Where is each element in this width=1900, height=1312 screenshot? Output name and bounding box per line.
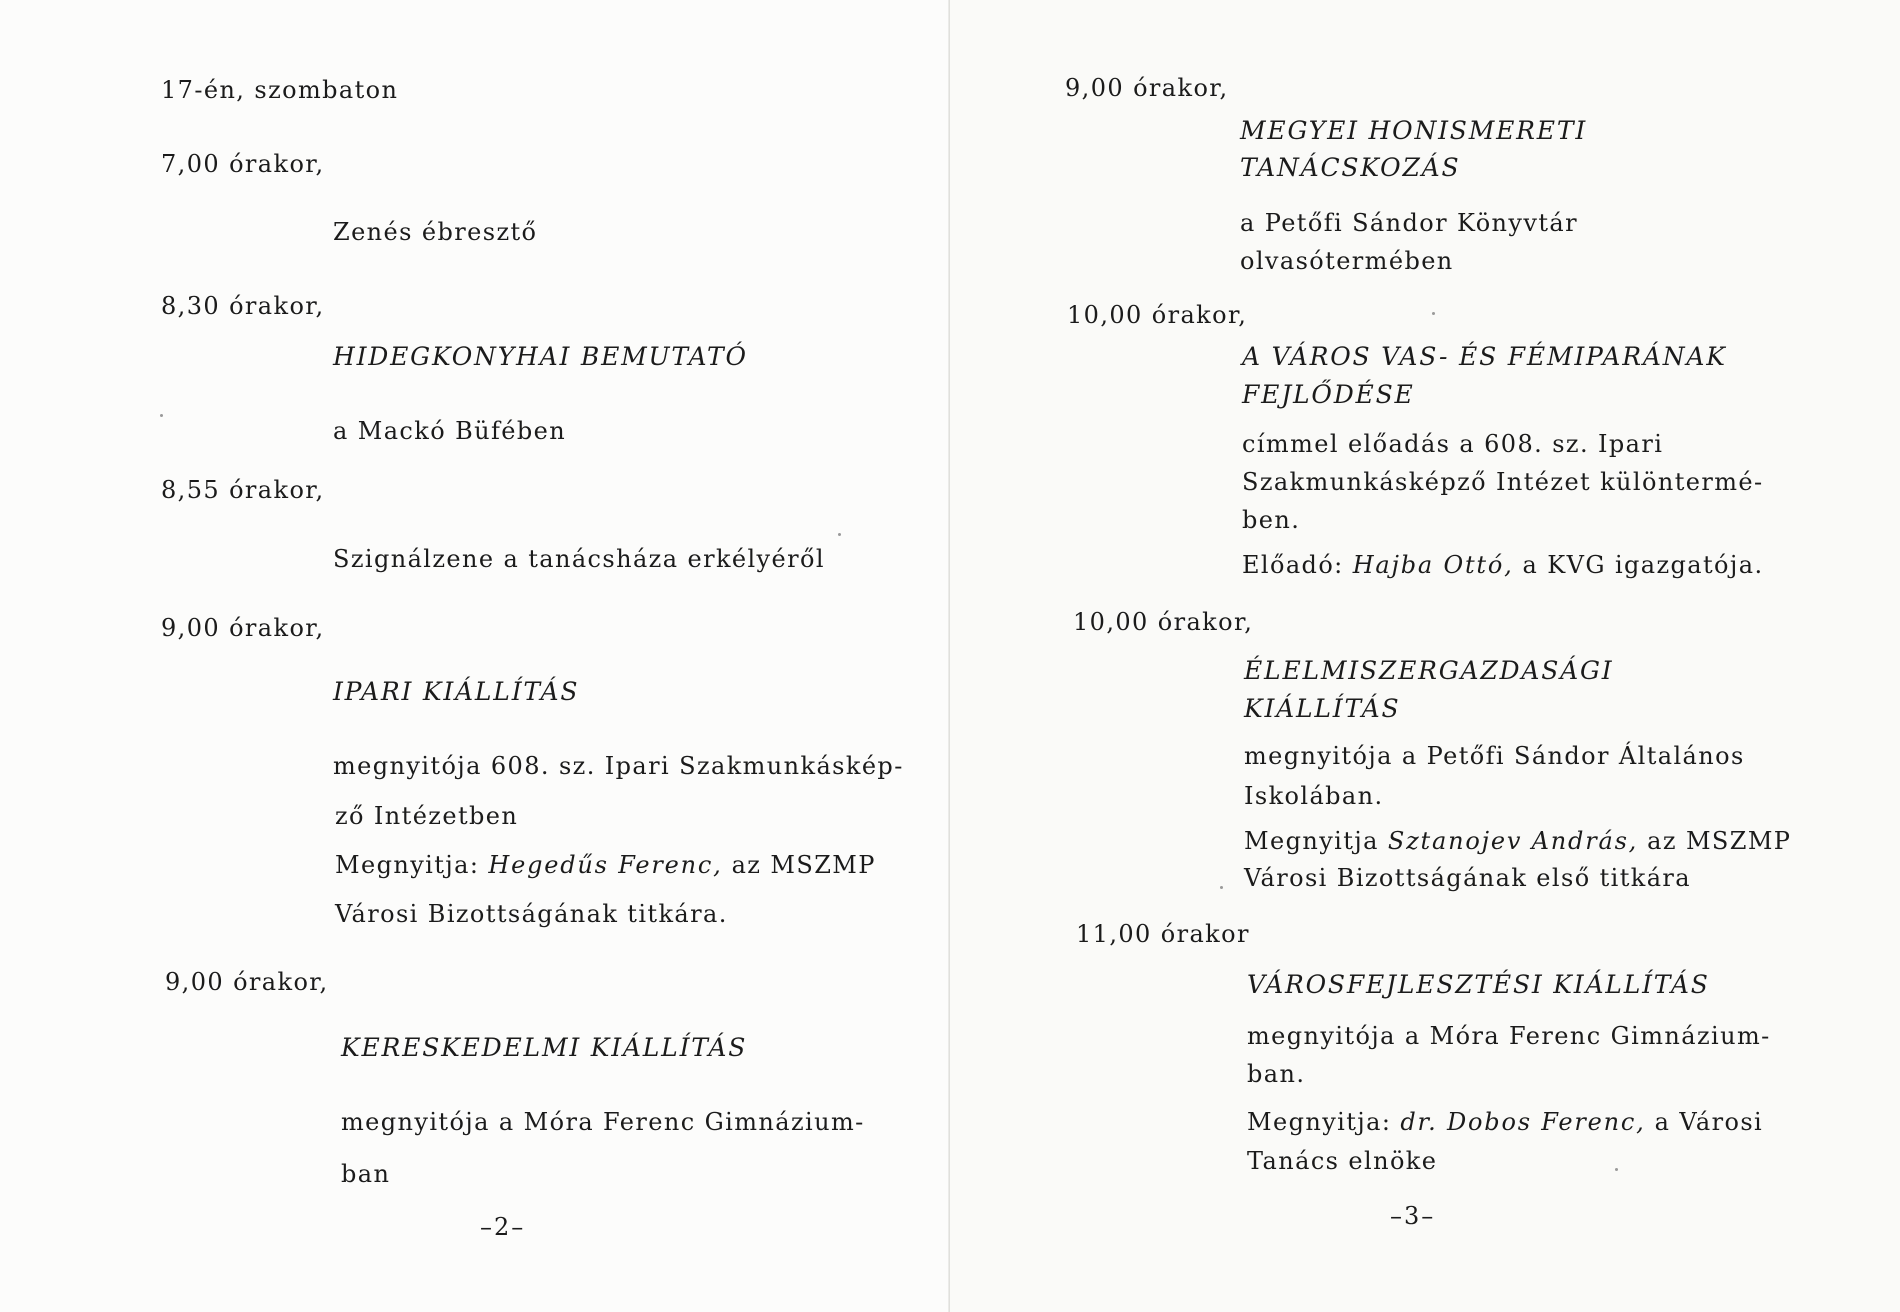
event-opener-title: Városi Bizottságának első titkára	[1244, 864, 1691, 892]
event-title: IPARI KIÁLLÍTÁS	[333, 677, 580, 706]
event-location: Iskolában.	[1244, 782, 1384, 810]
time-label: 11,00 órakor	[1076, 920, 1250, 948]
event-title: VÁROSFEJLESZTÉSI KIÁLLÍTÁS	[1247, 970, 1710, 999]
event-title: A VÁROS VAS- ÉS FÉMIPARÁNAK	[1242, 342, 1727, 371]
speaker-role: a KVG igazgatója.	[1522, 551, 1764, 579]
opener-label: Megnyitja:	[1247, 1108, 1392, 1136]
opener-label: Megnyitja:	[335, 851, 480, 879]
event-location: megnyitója a Móra Ferenc Gimnázium-	[1247, 1022, 1771, 1050]
time-label: 8,30 órakor,	[161, 292, 325, 320]
event-location: megnyitója a Móra Ferenc Gimnázium-	[341, 1108, 865, 1136]
event-title: KIÁLLÍTÁS	[1244, 694, 1401, 723]
event-opener-title: Tanács elnöke	[1247, 1147, 1438, 1175]
event-location: megnyitója 608. sz. Ipari Szakmunkáskép-	[333, 752, 904, 780]
paper-speck	[160, 414, 163, 417]
opener-role: a Városi	[1654, 1108, 1764, 1136]
opener-name: Hegedűs Ferenc,	[488, 851, 723, 879]
page-number: –2–	[480, 1213, 526, 1241]
event-location: a Petőfi Sándor Könyvtár	[1240, 209, 1578, 237]
event-location: megnyitója a Petőfi Sándor Általános	[1244, 742, 1745, 770]
event-location: címmel előadás a 608. sz. Ipari	[1242, 430, 1664, 458]
opener-name: Sztanojev András,	[1387, 827, 1639, 855]
event-location: ző Intézetben	[335, 802, 519, 830]
event-opener	[335, 851, 876, 880]
event-title: HIDEGKONYHAI BEMUTATÓ	[333, 342, 748, 371]
paper-speck	[838, 533, 841, 536]
event-title: MEGYEI HONISMERETI	[1240, 116, 1587, 145]
paper-speck	[1615, 1168, 1618, 1171]
event-speaker	[1242, 551, 1763, 580]
opener-role: az MSZMP	[731, 851, 876, 879]
event-opener	[1244, 827, 1791, 856]
event-title: ÉLELMISZERGAZDASÁGI	[1244, 656, 1614, 685]
opener-name: dr. Dobos Ferenc,	[1400, 1108, 1646, 1136]
event-description: Szignálzene a tanácsháza erkélyéről	[333, 545, 825, 573]
time-label: 9,00 órakor,	[165, 968, 329, 996]
speaker-name: Hajba Ottó,	[1352, 551, 1514, 579]
event-opener-title: Városi Bizottságának titkára.	[335, 900, 728, 928]
event-title: TANÁCSKOZÁS	[1240, 153, 1461, 182]
paper-speck	[1432, 312, 1435, 315]
time-label: 9,00 órakor,	[1065, 74, 1229, 102]
event-location: olvasótermében	[1240, 247, 1454, 275]
event-location: a Mackó Büfében	[333, 417, 567, 445]
page-number: –3–	[1390, 1202, 1436, 1230]
opener-role: az MSZMP	[1647, 827, 1792, 855]
right-page	[950, 0, 1900, 1312]
event-opener	[1247, 1108, 1763, 1137]
event-title: FEJLŐDÉSE	[1242, 380, 1415, 409]
time-label: 10,00 órakor,	[1067, 301, 1248, 329]
time-label: 9,00 órakor,	[161, 614, 325, 642]
day-heading: 17-én, szombaton	[161, 76, 399, 104]
event-location: ben.	[1242, 506, 1301, 534]
event-location: ban	[341, 1160, 391, 1188]
time-label: 8,55 órakor,	[161, 476, 325, 504]
event-description: Zenés ébresztő	[333, 218, 538, 246]
event-title: KERESKEDELMI KIÁLLÍTÁS	[341, 1033, 748, 1062]
speaker-label: Előadó:	[1242, 551, 1344, 579]
paper-speck	[1220, 886, 1223, 889]
time-label: 10,00 órakor,	[1073, 608, 1254, 636]
opener-label: Megnyitja	[1244, 827, 1379, 855]
event-location: Szakmunkásképző Intézet különtermé-	[1242, 468, 1764, 496]
event-location: ban.	[1247, 1060, 1306, 1088]
time-label: 7,00 órakor,	[161, 150, 325, 178]
